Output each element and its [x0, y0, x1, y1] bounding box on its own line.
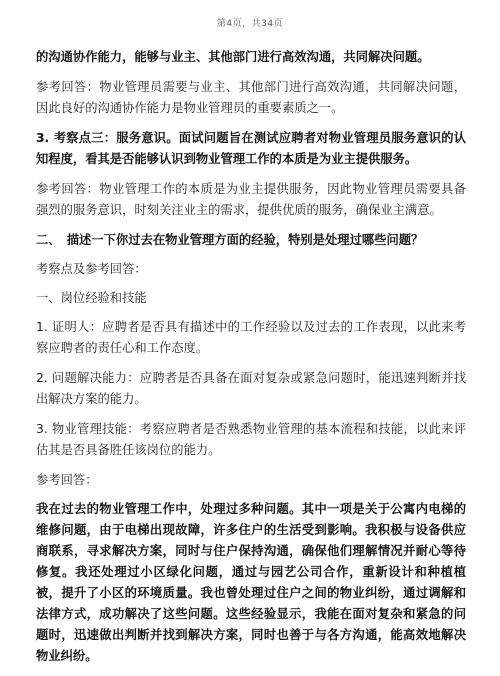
paragraph-4: 参考回答：物业管理工作的本质是为业主提供服务，因此物业管理员需要具备强烈的服务意识，时刻关注业主的需求，提供优质的服务，确保业主满意。	[36, 182, 466, 217]
paragraph-1: 的沟通协作能力，能够与业主、其他部门进行高效沟通，共同解决问题。	[36, 50, 430, 64]
paragraph-10: 3. 物业管理技能：考察应聘者是否熟悉物业管理的基本流程和技能，以此来评估其是否具备胜任该岗位的能力。	[36, 422, 466, 457]
subheading-experience-skills: 一、岗位经验和技能	[36, 291, 147, 305]
paragraph-11: 参考回答：	[36, 473, 98, 487]
paragraph-3: 3. 考察点三：服务意识。面试问题旨在测试应聘者对物业管理员服务意识的认知程度，看其是否能够认识到物业管理工作的本质是为业主提供服务。	[36, 131, 466, 166]
paragraph-12: 我在过去的物业管理工作中，处理过多种问题。其中一项是关于公寓内电梯的维修问题，由于电梯出现故障，许多住户的生活受到影响。我积极与设备供应商联系，寻求解决方案，同时与住户保持沟通，确保他们理解情况并耐心等待修复。我还处理过小区绿化问题，通过与园艺公司合作，重新设计和种植植被，提升了小区的环境质量。我也曾处理过住户之间的物业纠纷，通过调解和法律方式，成功解决了这些问题。这些经验显示，我能在面对复杂和紧急的问题时，迅速做出判断并找到解决方案，同时也善于与各方沟通，能高效地解决物业纠纷。	[36, 502, 466, 663]
section-heading-question-2: 二、 描述一下你过去在物业管理方面的经验，特别是处理过哪些问题？	[36, 233, 424, 247]
paragraph-2: 参考回答：物业管理员需要与业主、其他部门进行高效沟通，共同解决问题，因此良好的沟通协作能力是物业管理员的重要素质之一。	[36, 80, 466, 115]
paragraph-6: 考察点及参考回答：	[36, 262, 147, 276]
paragraph-9: 2. 问题解决能力：应聘者是否具备在面对复杂或紧急问题时，能迅速判断并找出解决方案的能力。	[36, 371, 466, 406]
page-number-header: 第4页，共34页	[216, 19, 284, 29]
document-body	[36, 47, 466, 676]
paragraph-8: 1. 证明人：应聘者是否具有描述中的工作经验以及过去的工作表现，以此来考察应聘者的责任心和工作态度。	[36, 320, 466, 355]
